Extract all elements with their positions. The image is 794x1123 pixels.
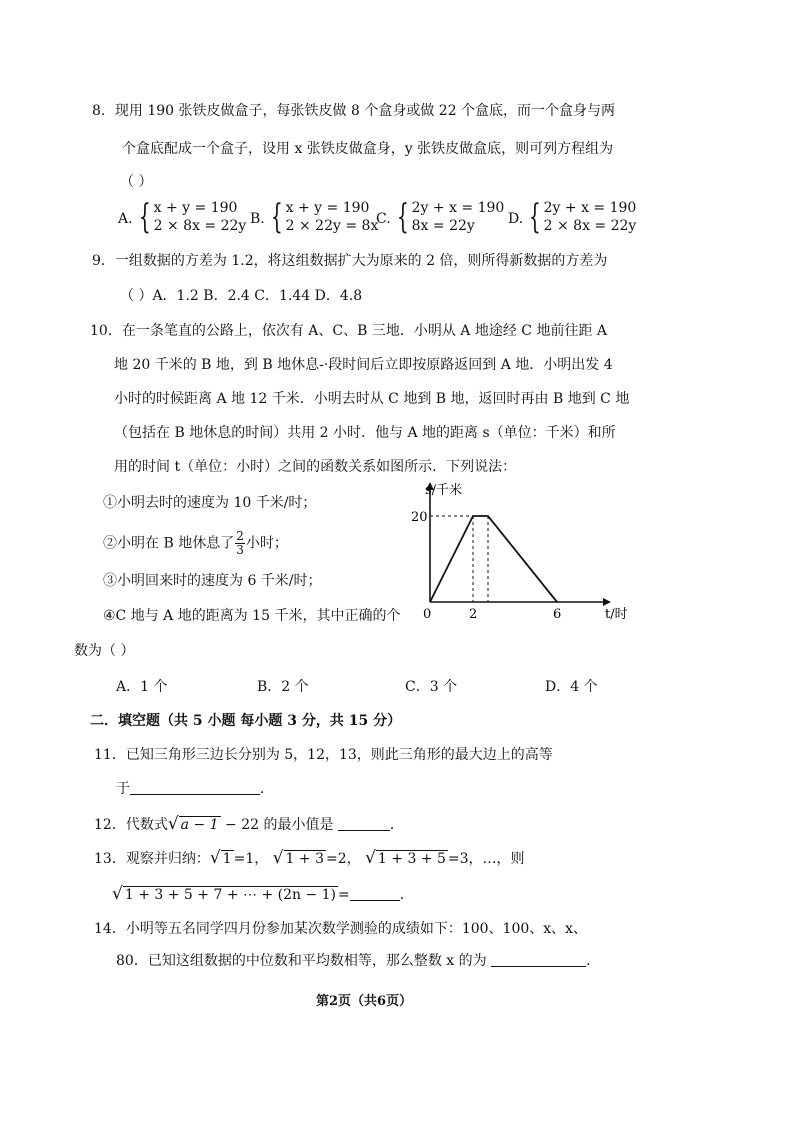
q11-answer-blank[interactable] bbox=[130, 780, 260, 795]
origin-label: 0 bbox=[423, 607, 432, 622]
x-tick-2: 2 bbox=[469, 607, 478, 622]
q9-line2: （ ）A．1.2 B．2.4 C．1.44 D．4.8 bbox=[120, 288, 363, 304]
q8-answer-paren: （ ） bbox=[120, 174, 153, 190]
sqrt-symbol: √ bbox=[167, 814, 179, 834]
sqrt-symbol: √ bbox=[112, 884, 123, 904]
q14-period: ． bbox=[586, 953, 601, 969]
q11-line2-text: 于 bbox=[116, 781, 130, 797]
q14-line2-text: 80．已知这组数据的中位数和平均数相等，那么整数 x 的为 bbox=[116, 953, 487, 969]
q8-option-d-system: { 2y + x = 190 2 × 8x = 22y bbox=[528, 197, 637, 237]
q8-option-a-eq2: 2 × 8x = 22y bbox=[153, 218, 247, 234]
fraction-numerator: 2 bbox=[236, 529, 244, 543]
q11-line1: 11．已知三角形三边长分别为 5，12，13，则此三角形的最大边上的高等 bbox=[94, 747, 553, 763]
q10-statement-2-suffix: 小时； bbox=[245, 535, 288, 552]
q8-option-b-system: { x + y = 190 2 × 22y = 8x bbox=[270, 197, 379, 237]
sqrt-symbol: √ bbox=[209, 848, 221, 868]
q10-count-line: 数为（ ） bbox=[74, 643, 135, 659]
q13-answer-blank[interactable] bbox=[350, 886, 400, 901]
q13-radicand-2: 1 + 3 bbox=[285, 851, 324, 867]
q10-line3: 小时的时候距离 A 地 12 千米．小明去时从 C 地到 B 地，返回时再由 B 地到 C 地 bbox=[114, 391, 630, 407]
x-tick-6: 6 bbox=[553, 607, 562, 622]
q8-option-b-eq2: 2 × 22y = 8x bbox=[285, 218, 379, 234]
y-tick-20: 20 bbox=[411, 510, 428, 525]
q10-statement-2 bbox=[103, 530, 288, 557]
q13-eq-2: =2， bbox=[325, 851, 361, 867]
q12-text-mid: − 22 的最小值是 bbox=[220, 817, 334, 833]
q8-option-c-label: C. bbox=[376, 211, 391, 227]
q9-line1: 9．一组数据的方差为 1.2，将这组数据扩大为原来的 2 倍，则所得新数据的方差为 bbox=[92, 253, 608, 269]
q8-option-c-eq1: 2y + x = 190 bbox=[411, 200, 505, 216]
sqrt-symbol: √ bbox=[272, 848, 284, 868]
q8-line2: 个盒底配成一个盒子，设用 x 张铁皮做盒身，y 张铁皮做盒底，则可列方程组为 bbox=[122, 141, 614, 157]
q12-answer-blank[interactable] bbox=[338, 816, 390, 831]
fraction-denominator: 3 bbox=[236, 543, 244, 557]
q14-line2 bbox=[116, 950, 600, 970]
q8-option-a-system: { x + y = 190 2 × 8x = 22y bbox=[138, 197, 247, 237]
q10-option-b: B．2 个 bbox=[257, 679, 309, 695]
q10-line5: 用的时间 t（单位：小时）之间的函数关系如图所示．下列说法： bbox=[114, 459, 517, 475]
q13-period: ． bbox=[399, 887, 414, 903]
q10-option-a: A．1 个 bbox=[116, 679, 168, 695]
q8-option-b-eq1: x + y = 190 bbox=[285, 200, 370, 216]
q13-radicand-3: 1 + 3 + 5 bbox=[377, 851, 446, 867]
section-2-title: 二．填空题（共 5 小题 每小题 3 分，共 15 分） bbox=[90, 713, 402, 729]
q8-line1: 8．现用 190 张铁皮做盒子，每张铁皮做 8 个盒身或做 22 个盒底，而一个盒身与两 bbox=[92, 103, 616, 119]
q14-answer-blank[interactable] bbox=[491, 952, 586, 967]
q10-statement-4: ④C 地与 A 地的距离为 15 千米，其中正确的个 bbox=[103, 608, 401, 624]
q10-statement-1: ①小明去时的速度为 10 千米/时； bbox=[103, 495, 317, 511]
q8-option-c-eq2: 8x = 22y bbox=[411, 218, 475, 234]
q8-option-a-eq1: x + y = 190 bbox=[153, 200, 238, 216]
y-axis-label: s/千米 bbox=[425, 483, 463, 498]
q10-option-d: D．4 个 bbox=[545, 679, 598, 695]
q11-line2 bbox=[116, 778, 274, 798]
q14-line1: 14．小明等五名同学四月份参加某次数学测验的成绩如下：100、100、x、x、 bbox=[94, 921, 588, 937]
q8-option-a-label: A. bbox=[118, 211, 133, 227]
q12-radicand: a − 1 bbox=[180, 817, 219, 833]
x-axis-label: t/时 bbox=[605, 607, 628, 622]
sqrt-symbol: √ bbox=[365, 848, 376, 868]
q12-period: ． bbox=[389, 817, 404, 833]
q8-option-d-label: D. bbox=[508, 211, 524, 227]
q13-eq-1: =1， bbox=[233, 851, 269, 867]
q11-line2-period: ． bbox=[260, 781, 274, 797]
q8-option-d-eq1: 2y + x = 190 bbox=[543, 200, 637, 216]
q13-radicand-1: 1 bbox=[222, 851, 232, 867]
q10-statement-3: ③小明回来时的速度为 6 千米/时； bbox=[103, 573, 322, 589]
q10-line4: （包括在 B 地休息的时间）共用 2 小时．他与 A 地的距离 s（单位：千米）和所 bbox=[114, 425, 616, 441]
q10-option-c: C．3 个 bbox=[405, 679, 458, 695]
q10-line1: 10．在一条笔直的公路上，依次有 A、C、B 三地．小明从 A 地途经 C 地前往距 A bbox=[90, 323, 608, 339]
q8-option-c-system: { 2y + x = 190 8x = 22y bbox=[396, 197, 505, 237]
q8-option-b-label: B. bbox=[250, 211, 265, 227]
q13-eq-3: =3，…，则 bbox=[447, 851, 525, 867]
q13-radicand-4: 1 + 3 + 5 + 7 + ⋯ + (2n − 1) bbox=[124, 887, 337, 903]
q12-line bbox=[94, 814, 404, 834]
q10-distance-time-graph bbox=[405, 478, 645, 623]
distance-time-line bbox=[430, 516, 557, 602]
q13-line2 bbox=[112, 884, 414, 904]
q13-eq-4: = bbox=[338, 887, 350, 903]
x-axis-arrow bbox=[603, 598, 611, 606]
q12-text: 12．代数式 bbox=[94, 817, 168, 833]
q10-statement-2-text: ②小明在 B 地休息了 bbox=[103, 535, 235, 552]
page-footer: 第2页（共6页） bbox=[316, 994, 413, 1009]
q10-line2: 地 20 千米的 B 地，到 B 地休息-·段时间后立即按原路返回到 A 地．小明出发 4 bbox=[114, 357, 613, 373]
q13-text: 13．观察并归纳： bbox=[94, 851, 210, 867]
q8-option-d-eq2: 2 × 8x = 22y bbox=[543, 218, 637, 234]
q10-statement-2-fraction bbox=[235, 530, 245, 557]
q13-line1 bbox=[94, 848, 525, 868]
